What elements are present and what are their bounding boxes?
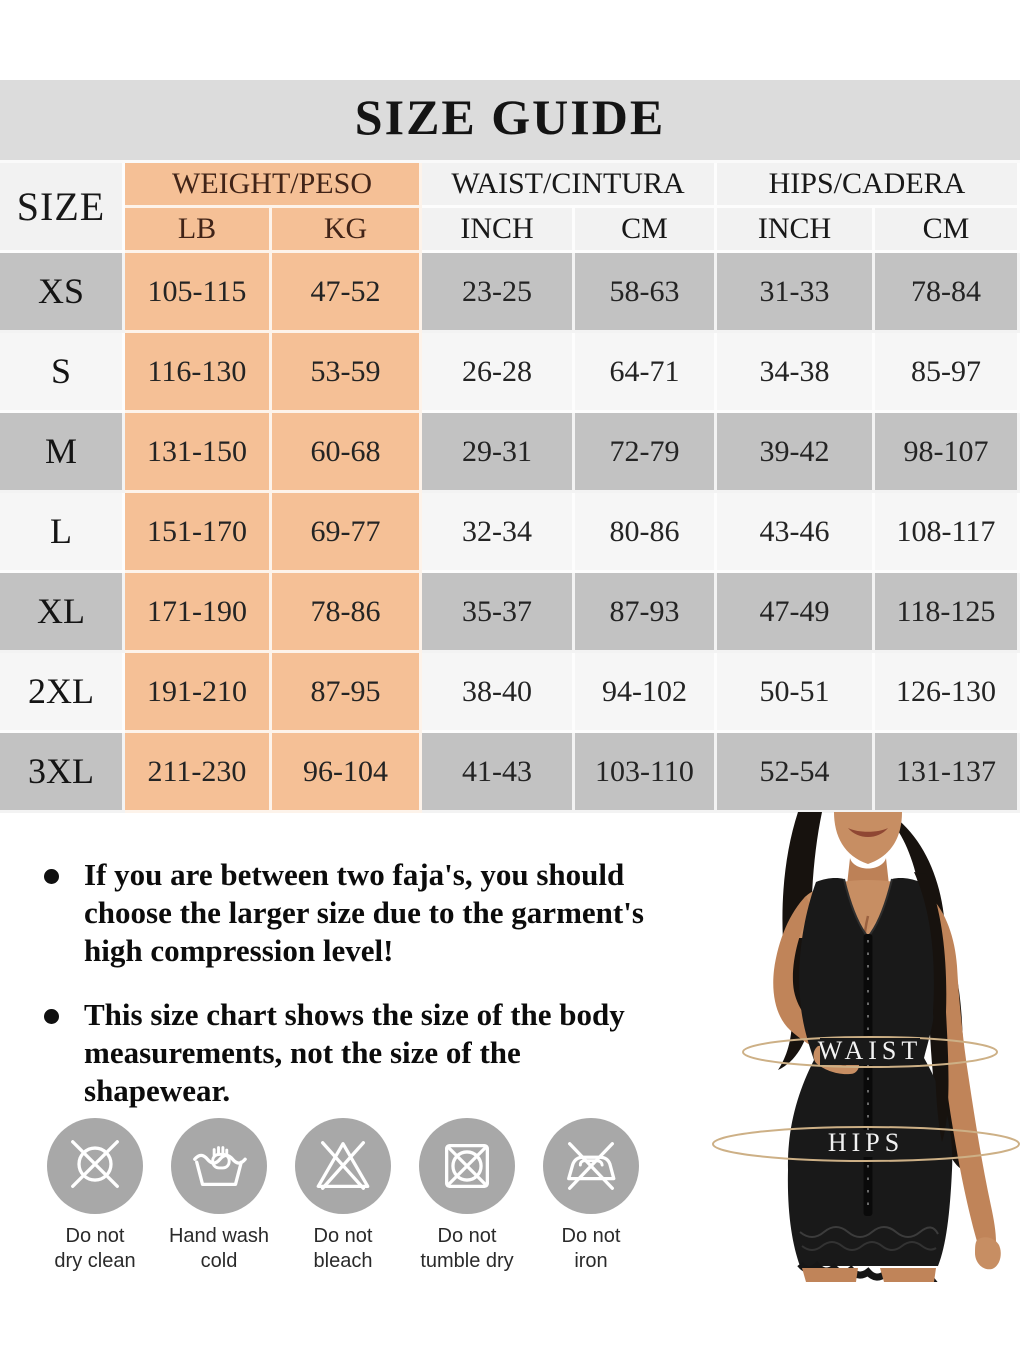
care-item-iron (532, 1118, 650, 1274)
table-cell: 108-117 (875, 493, 1020, 573)
subheader-hips-cm: CM (875, 208, 1020, 253)
size-table (0, 160, 1020, 813)
care-label: Do not dry clean (54, 1225, 136, 1272)
table-cell: 32-34 (422, 493, 575, 573)
do-not-tumble-dry-icon (419, 1118, 515, 1214)
table-cell: 52-54 (717, 733, 875, 813)
table-cell: 50-51 (717, 653, 875, 733)
table-cell: 85-97 (875, 333, 1020, 413)
note-body-measurements (44, 996, 625, 1110)
table-cell: 78-84 (875, 253, 1020, 333)
note-line: high compression level! (84, 933, 394, 968)
care-label: Do not tumble dry (420, 1225, 514, 1272)
table-cell: 103-110 (575, 733, 717, 813)
do-not-bleach-icon (295, 1118, 391, 1214)
table-cell: 29-31 (422, 413, 575, 493)
care-item-dry-clean (36, 1118, 154, 1274)
bullet-icon (44, 869, 59, 884)
table-cell: 118-125 (875, 573, 1020, 653)
column-header-hips: HIPS/CADERA (717, 163, 1020, 208)
table-cell: 58-63 (575, 253, 717, 333)
note-line: This size chart shows the size of the body (84, 997, 625, 1032)
column-header-weight: WEIGHT/PESO (125, 163, 422, 208)
table-cell: 69-77 (272, 493, 422, 573)
hips-label: HIPS (827, 1128, 905, 1157)
table-cell: 191-210 (125, 653, 272, 733)
table-cell: 94-102 (575, 653, 717, 733)
table-cell: 87-95 (272, 653, 422, 733)
table-cell: 151-170 (125, 493, 272, 573)
size-row-label: XS (0, 253, 125, 333)
page-title: SIZE GUIDE (354, 89, 666, 145)
table-cell: 87-93 (575, 573, 717, 653)
model-photo (700, 812, 1020, 1282)
hand-wash-cold-icon (171, 1118, 267, 1214)
note-between-sizes (44, 856, 644, 970)
note-text (84, 856, 644, 970)
size-row-label: 2XL (0, 653, 125, 733)
table-cell: 35-37 (422, 573, 575, 653)
table-cell: 41-43 (422, 733, 575, 813)
care-item-hand-wash (160, 1118, 278, 1274)
size-row-label: L (0, 493, 125, 573)
bullet-icon (44, 1009, 59, 1024)
table-cell: 98-107 (875, 413, 1020, 493)
note-line: shapewear. (84, 1073, 231, 1108)
care-label: Do not bleach (313, 1225, 373, 1272)
care-label: Do not iron (561, 1225, 621, 1272)
subheader-kg: KG (272, 208, 422, 253)
subheader-hips-inch: INCH (717, 208, 875, 253)
table-cell: 116-130 (125, 333, 272, 413)
note-line: measurements, not the size of the (84, 1035, 521, 1070)
table-cell: 38-40 (422, 653, 575, 733)
note-line: choose the larger size due to the garment's (84, 895, 644, 930)
table-cell: 31-33 (717, 253, 875, 333)
table-cell: 23-25 (422, 253, 575, 333)
table-cell: 43-46 (717, 493, 875, 573)
column-header-waist: WAIST/CINTURA (422, 163, 717, 208)
table-cell: 60-68 (272, 413, 422, 493)
table-cell: 47-49 (717, 573, 875, 653)
size-row-label: 3XL (0, 733, 125, 813)
table-cell: 105-115 (125, 253, 272, 333)
table-cell: 131-137 (875, 733, 1020, 813)
size-row-label: XL (0, 573, 125, 653)
care-instructions (36, 1118, 650, 1274)
size-row-label: S (0, 333, 125, 413)
care-item-bleach (284, 1118, 402, 1274)
do-not-iron-icon (543, 1118, 639, 1214)
table-cell: 26-28 (422, 333, 575, 413)
table-cell: 53-59 (272, 333, 422, 413)
table-cell: 211-230 (125, 733, 272, 813)
table-cell: 131-150 (125, 413, 272, 493)
note-text (84, 996, 625, 1110)
table-cell: 80-86 (575, 493, 717, 573)
care-item-tumble-dry (408, 1118, 526, 1274)
table-cell: 64-71 (575, 333, 717, 413)
shapewear-model-illustration (700, 812, 1020, 1282)
subheader-waist-inch: INCH (422, 208, 575, 253)
table-cell: 47-52 (272, 253, 422, 333)
care-label: Hand wash cold (168, 1225, 270, 1272)
table-cell: 78-86 (272, 573, 422, 653)
table-cell: 96-104 (272, 733, 422, 813)
note-line: If you are between two faja's, you should (84, 857, 625, 892)
size-row-label: M (0, 413, 125, 493)
waist-label: WAIST (817, 1036, 923, 1065)
column-header-size: SIZE (0, 163, 125, 253)
do-not-dry-clean-icon (47, 1118, 143, 1214)
table-cell: 72-79 (575, 413, 717, 493)
subheader-lb: LB (125, 208, 272, 253)
table-cell: 39-42 (717, 413, 875, 493)
table-cell: 34-38 (717, 333, 875, 413)
table-cell: 126-130 (875, 653, 1020, 733)
table-cell: 171-190 (125, 573, 272, 653)
subheader-waist-cm: CM (575, 208, 717, 253)
